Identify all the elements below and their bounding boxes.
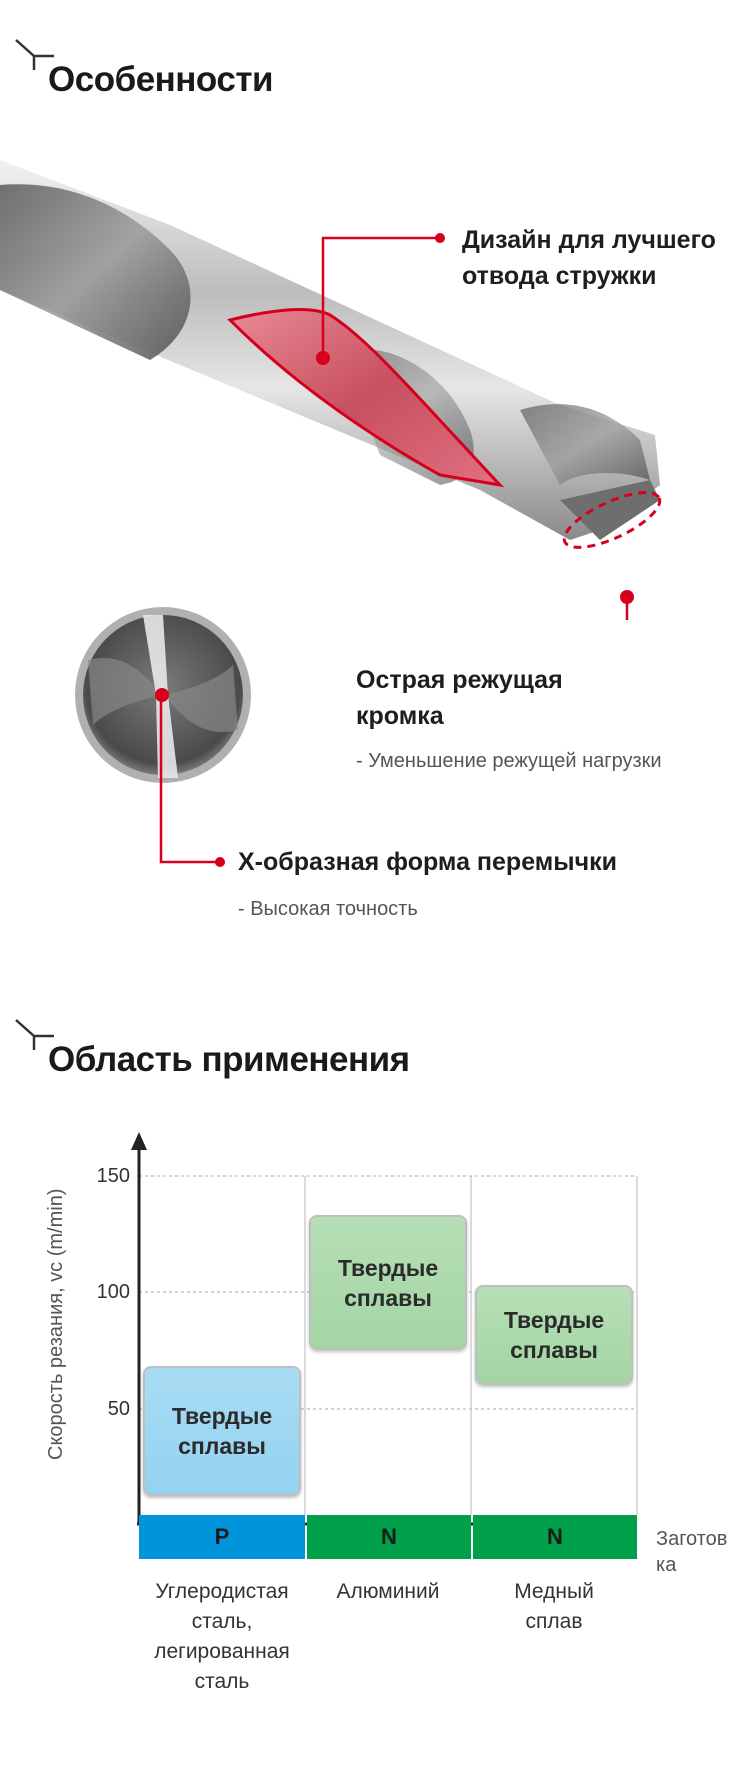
x-label-steel-line3: легированная xyxy=(154,1640,290,1663)
bar-label-line1: Твердые xyxy=(503,1306,605,1333)
category-band-n-aluminium: N xyxy=(307,1515,471,1559)
callout-chip-line2: отвода стружки xyxy=(462,262,657,290)
callout-chip-evacuation xyxy=(462,222,716,294)
y-tick-100: 100 xyxy=(96,1281,130,1303)
x-label-steel-line4: сталь xyxy=(194,1670,250,1693)
callout-edge-line1: Острая режущая xyxy=(356,666,563,694)
y-axis-label: Скорость резания, vc (m/min) xyxy=(45,1188,67,1460)
x-label-copper-line2: сплав xyxy=(525,1610,583,1633)
x-label-aluminium-line1: Алюминий xyxy=(336,1580,440,1603)
callout-edge-line2: кромка xyxy=(356,702,444,730)
callout-web-shape: X-образная форма перемычки xyxy=(238,848,618,876)
callout-edge-sub: - Уменьшение режущей нагрузки xyxy=(356,750,662,772)
category-band-n-copper: N xyxy=(473,1515,637,1559)
x-axis-label: Заготовка xyxy=(656,1528,728,1576)
x-label-steel-line1: Углеродистая xyxy=(155,1580,289,1603)
callout-web-sub: - Высокая точность xyxy=(238,898,418,920)
x-label-steel xyxy=(142,1577,302,1697)
features-title: Особенности xyxy=(48,60,273,99)
application-title: Область применения xyxy=(48,1040,410,1079)
x-label-copper-line1: Медный xyxy=(514,1580,594,1603)
bar-carbide-aluminium xyxy=(309,1215,467,1350)
bar-label-line2: сплавы xyxy=(510,1336,598,1363)
web-callout-line xyxy=(150,690,230,870)
bar-carbide-steel xyxy=(143,1366,301,1496)
bar-carbide-copper xyxy=(475,1285,633,1385)
bar-label-line2: сплавы xyxy=(178,1433,266,1460)
callout-chip-line1: Дизайн для лучшего xyxy=(462,226,716,254)
bar-label-line1: Твердые xyxy=(171,1403,273,1430)
bar-label-line2: сплавы xyxy=(344,1284,432,1311)
bar-label-line1: Твердые xyxy=(337,1254,439,1281)
drill-illustration xyxy=(0,140,750,620)
x-label-copper xyxy=(474,1577,634,1637)
category-band-p: P xyxy=(139,1515,305,1559)
x-label-steel-line2: сталь, xyxy=(191,1610,253,1633)
y-tick-50: 50 xyxy=(107,1398,130,1420)
x-label-aluminium xyxy=(308,1577,468,1607)
callout-cutting-edge xyxy=(356,662,563,734)
y-axis-arrow-icon xyxy=(131,1132,147,1150)
y-tick-150: 150 xyxy=(96,1165,130,1187)
